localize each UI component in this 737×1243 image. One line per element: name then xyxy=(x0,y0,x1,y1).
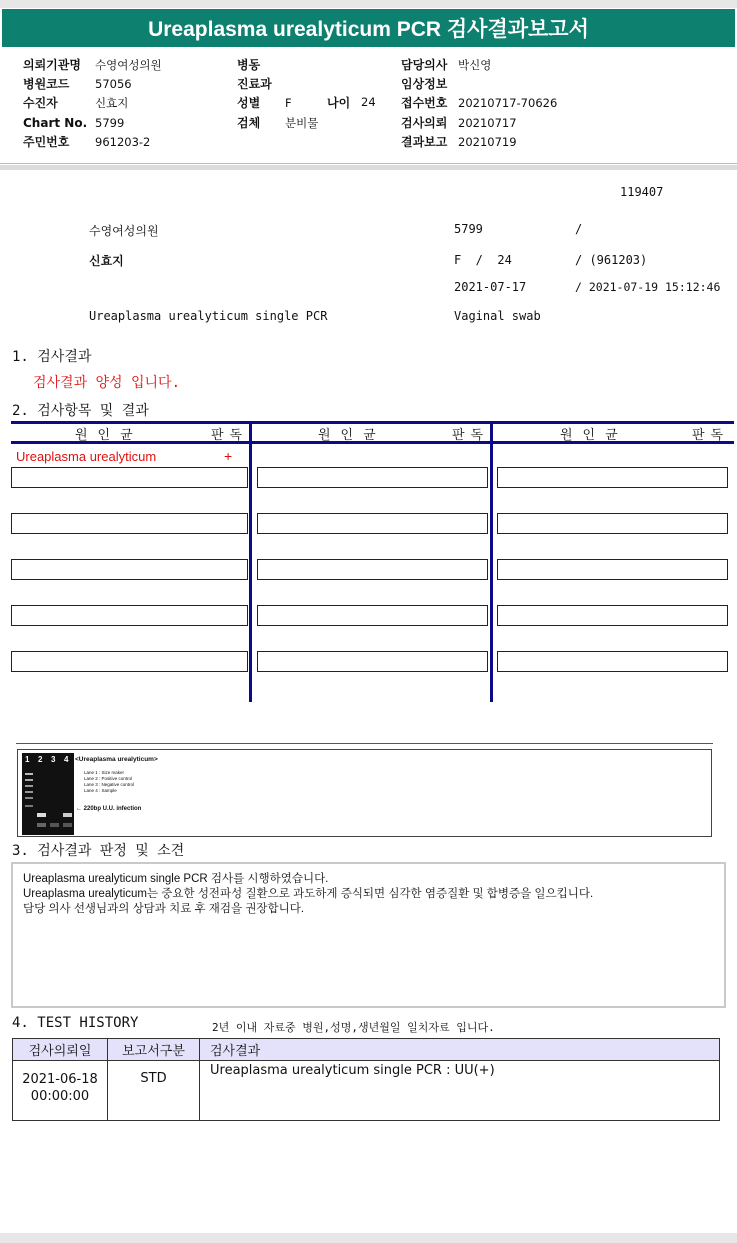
header-row-id: 주민번호 xyxy=(23,134,70,149)
lane-1-label: 1 xyxy=(25,755,30,764)
col-organism-1: 원인균 xyxy=(75,428,143,443)
finding-line: Ureaplasma urealyticum single PCR 검사를 시행하였습니다. xyxy=(23,873,329,885)
band-label-text: 220bp U.U. infection xyxy=(83,806,142,812)
history-table xyxy=(12,1038,720,1121)
info-slash: / xyxy=(575,222,583,236)
info-reported: / 2021-07-19 15:12:46 xyxy=(575,280,721,294)
specimen-label: 검체 xyxy=(237,115,261,130)
report-number: 119407 xyxy=(620,185,664,199)
result-mark: + xyxy=(224,448,233,464)
doctor-value: 박신영 xyxy=(458,58,492,72)
section4-heading: 4. TEST HISTORY xyxy=(12,1015,139,1031)
history-col-date: 검사의뢰일 xyxy=(13,1039,108,1061)
history-time: 00:00:00 xyxy=(30,1089,90,1104)
gel-photo xyxy=(22,753,74,835)
header-row-hospital-code: 병원코드 xyxy=(23,77,70,92)
info-clinic: 수영여성의원 xyxy=(89,224,159,238)
header-row-institution: 의뢰기관명 xyxy=(23,58,81,72)
history-type: STD xyxy=(108,1061,200,1121)
section2-heading: 2. 검사항목 및 결과 xyxy=(12,403,149,419)
clinical-label: 임상정보 xyxy=(401,77,448,92)
col-judge-1: 판독 xyxy=(211,428,249,443)
history-col-result: 검사결과 xyxy=(200,1039,720,1061)
lane-2-label: 2 xyxy=(38,755,43,764)
info-birth: / (961203) xyxy=(575,253,648,267)
gel-title: <Ureaplasma urealyticum> xyxy=(75,756,158,763)
patient-value: 신효지 xyxy=(95,96,129,111)
lane-4-label: 4 xyxy=(64,755,69,764)
info-chart: 5799 xyxy=(454,222,483,236)
col-judge-3: 판독 xyxy=(692,428,730,443)
info-specimen: Vaginal swab xyxy=(454,309,541,323)
gel-legend-line: Lane 1 : Size maker xyxy=(84,770,125,775)
id-value: 961203-2 xyxy=(95,134,151,149)
result-organism: Ureaplasma urealyticum xyxy=(16,449,157,464)
section1-heading: 1. 검사결과 xyxy=(12,349,92,365)
finding-line: 담당 의사 선생님과의 상담과 치료 후 재검을 권장합니다. xyxy=(23,903,305,915)
result-summary: 검사결과 양성 입니다. xyxy=(33,375,181,391)
lane-3-label: 3 xyxy=(51,755,56,764)
bottom-strip xyxy=(0,1233,737,1243)
history-col-type: 보고서구분 xyxy=(108,1039,200,1061)
history-date: 2021-06-18 xyxy=(22,1072,98,1087)
department-label: 진료과 xyxy=(237,77,272,92)
sex-value: F xyxy=(285,96,292,111)
info-received: 2021-07-17 xyxy=(454,280,527,294)
header-row-chart: Chart No. xyxy=(23,115,88,130)
header-row-patient: 수진자 xyxy=(23,96,58,111)
gel-legend-line: Lane 4 : Sample xyxy=(84,788,117,793)
ward-label: 병동 xyxy=(237,58,261,72)
report-title: Ureaplasma urealyticum PCR 검사결과보고서 xyxy=(2,9,735,47)
age-label: 나이 xyxy=(327,96,351,110)
report-label: 결과보고 xyxy=(401,134,448,149)
info-test: Ureaplasma urealyticum single PCR xyxy=(89,309,328,323)
hospital-code-value: 57056 xyxy=(95,77,132,92)
receipt-label: 접수번호 xyxy=(401,96,448,111)
receipt-value: 20210717-70626 xyxy=(458,96,558,111)
doctor-label: 담당의사 xyxy=(401,58,448,72)
col-judge-2: 판독 xyxy=(452,428,490,443)
col-organism-3: 원인균 xyxy=(560,428,628,443)
gel-image-frame xyxy=(17,749,712,837)
history-header-row xyxy=(13,1039,720,1061)
request-value: 20210717 xyxy=(458,115,517,130)
gel-legend xyxy=(84,770,134,794)
history-note: 2년 이내 자료중 병원,성명,생년월일 일치자료 입니다. xyxy=(212,1021,495,1034)
history-date-cell xyxy=(13,1061,108,1121)
chart-value: 5799 xyxy=(95,115,125,130)
sex-label: 성별 xyxy=(237,96,261,111)
specimen-value: 분비물 xyxy=(285,115,319,130)
findings-box xyxy=(11,862,726,1008)
institution-value: 수영여성의원 xyxy=(95,58,162,72)
history-result: Ureaplasma urealyticum single PCR : UU(+) xyxy=(200,1061,720,1121)
report-value: 20210719 xyxy=(458,134,517,149)
gel-legend-line: Lane 3 : Negative control xyxy=(84,782,135,787)
gel-legend-line: Lane 2 : Positive control xyxy=(84,776,133,781)
age-value: 24 xyxy=(361,95,376,109)
gel-band-label: ← 220bp U.U. infection xyxy=(76,806,142,812)
request-label: 검사의뢰 xyxy=(401,115,448,130)
gel-divider xyxy=(16,743,713,744)
finding-line: Ureaplasma urealyticum는 중요한 성전파성 질환으로 과도하게 증식되면 심각한 염증질환 및 합병증을 일으킵니다. xyxy=(23,888,594,900)
info-patient: 신효지 xyxy=(89,254,124,268)
table-row xyxy=(13,1061,720,1121)
col-organism-2: 원인균 xyxy=(318,428,386,443)
info-sex-age: F / 24 xyxy=(454,253,512,267)
section3-heading: 3. 검사결과 판정 및 소견 xyxy=(12,843,185,859)
